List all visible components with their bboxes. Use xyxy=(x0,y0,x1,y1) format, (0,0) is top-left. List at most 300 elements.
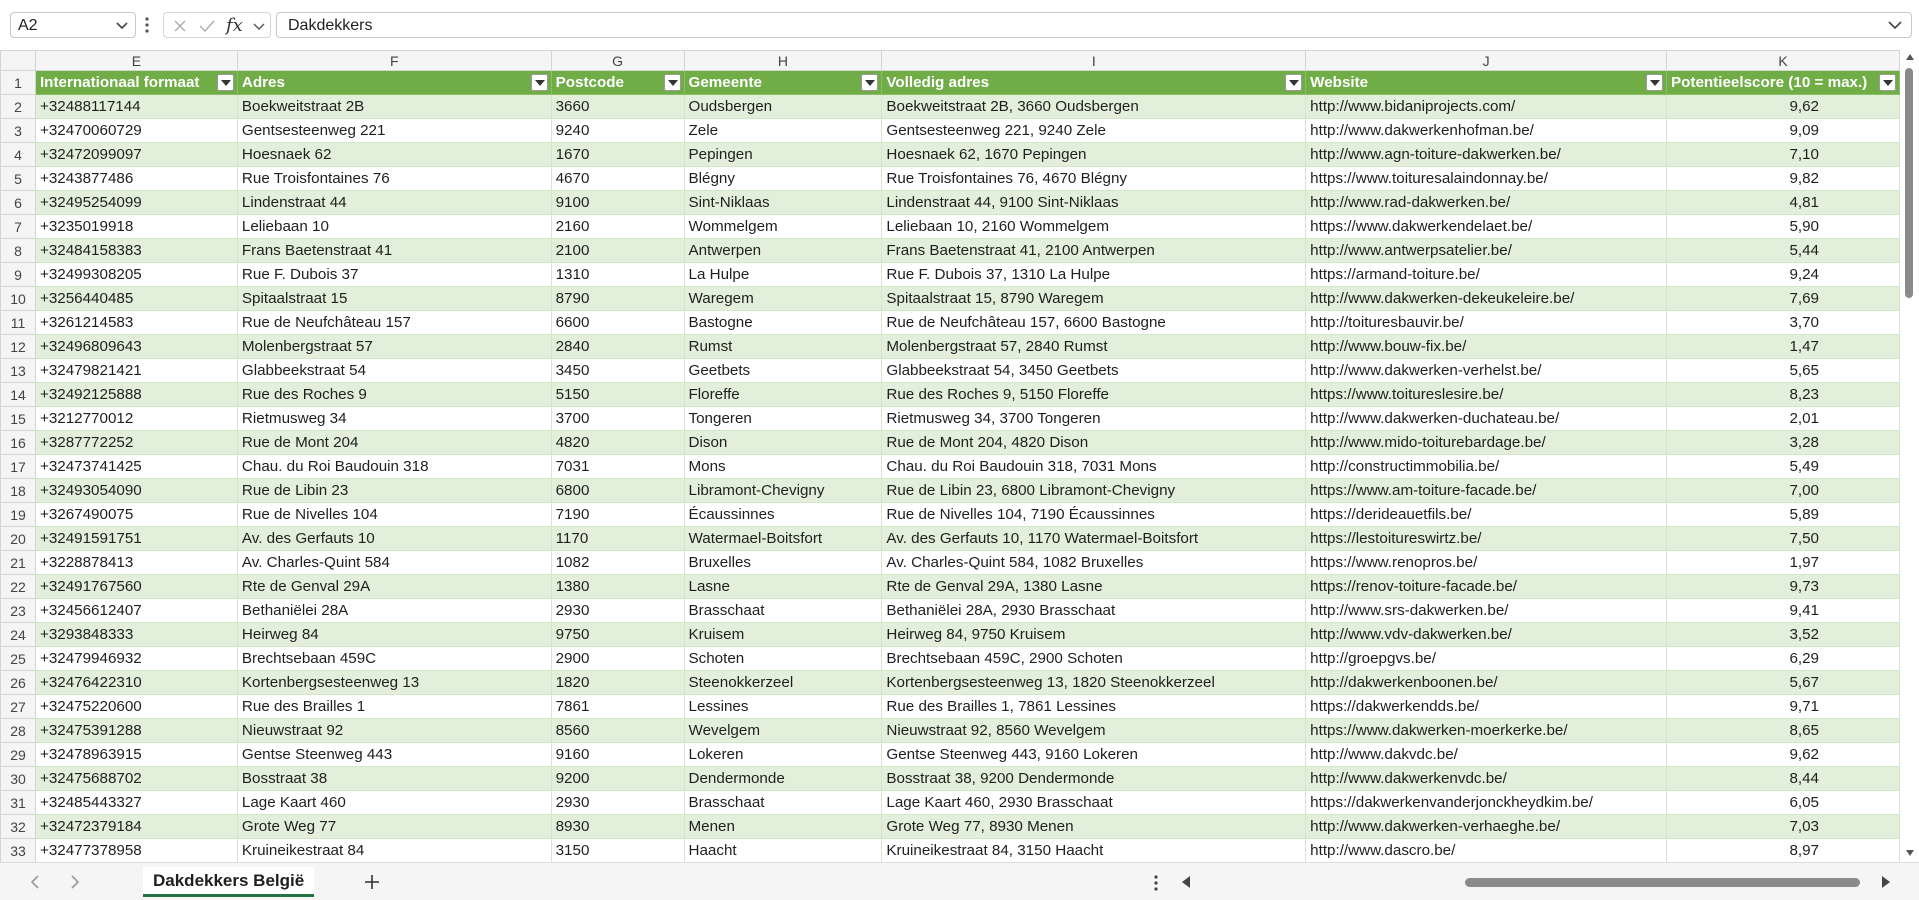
cell-k[interactable]: 9,62 xyxy=(1666,743,1899,767)
scroll-left-icon[interactable] xyxy=(1180,875,1192,889)
cell-j[interactable]: http://www.dakwerken-verhaeghe.be/ xyxy=(1306,815,1667,839)
cell-e[interactable]: +32479946932 xyxy=(35,647,237,671)
vertical-scrollbar[interactable] xyxy=(1900,50,1919,862)
cell-h[interactable]: Zele xyxy=(684,119,882,143)
cell-i[interactable]: Gentsesteenweg 221, 9240 Zele xyxy=(882,119,1306,143)
cell-g[interactable]: 2100 xyxy=(551,239,684,263)
cell-j[interactable]: http://www.bidaniprojects.com/ xyxy=(1306,95,1667,119)
cell-f[interactable]: Rue des Brailles 1 xyxy=(237,695,551,719)
cell-i[interactable]: Av. des Gerfauts 10, 1170 Watermael-Boitsfort xyxy=(882,527,1306,551)
row-number[interactable]: 17 xyxy=(1,455,36,479)
cell-g[interactable]: 2160 xyxy=(551,215,684,239)
cell-f[interactable]: Glabbeekstraat 54 xyxy=(237,359,551,383)
row-number[interactable]: 2 xyxy=(1,95,36,119)
cell-e[interactable]: +32475391288 xyxy=(35,719,237,743)
cell-g[interactable]: 1670 xyxy=(551,143,684,167)
cell-h[interactable]: La Hulpe xyxy=(684,263,882,287)
cell-g[interactable]: 4820 xyxy=(551,431,684,455)
cell-h[interactable]: Pepingen xyxy=(684,143,882,167)
cell-h[interactable]: Bastogne xyxy=(684,311,882,335)
cell-k[interactable]: 4,81 xyxy=(1666,191,1899,215)
cell-g[interactable]: 1082 xyxy=(551,551,684,575)
row-number[interactable]: 12 xyxy=(1,335,36,359)
cell-j[interactable]: https://www.toituresalaindonnay.be/ xyxy=(1306,167,1667,191)
cell-i[interactable]: Nieuwstraat 92, 8560 Wevelgem xyxy=(882,719,1306,743)
cell-f[interactable]: Rue Troisfontaines 76 xyxy=(237,167,551,191)
cell-h[interactable]: Libramont-Chevigny xyxy=(684,479,882,503)
cell-f[interactable]: Nieuwstraat 92 xyxy=(237,719,551,743)
row-number[interactable]: 20 xyxy=(1,527,36,551)
cell-j[interactable]: https://www.am-toiture-facade.be/ xyxy=(1306,479,1667,503)
cell-k[interactable]: 7,69 xyxy=(1666,287,1899,311)
cell-i[interactable]: Rue de Nivelles 104, 7190 Écaussinnes xyxy=(882,503,1306,527)
cell-e[interactable]: +32477378958 xyxy=(35,839,237,863)
cell-g[interactable]: 9160 xyxy=(551,743,684,767)
cell-e[interactable]: +32479821421 xyxy=(35,359,237,383)
cell-h[interactable]: Lasne xyxy=(684,575,882,599)
cell-f[interactable]: Rue des Roches 9 xyxy=(237,383,551,407)
cell-i[interactable]: Hoesnaek 62, 1670 Pepingen xyxy=(882,143,1306,167)
cell-k[interactable]: 7,00 xyxy=(1666,479,1899,503)
cell-e[interactable]: +32475220600 xyxy=(35,695,237,719)
row-number[interactable]: 30 xyxy=(1,767,36,791)
row-number[interactable]: 32 xyxy=(1,815,36,839)
cell-g[interactable]: 1380 xyxy=(551,575,684,599)
table-header-cell[interactable] xyxy=(882,71,1306,95)
cell-f[interactable]: Rue de Nivelles 104 xyxy=(237,503,551,527)
cell-j[interactable]: http://www.dakwerken-dekeukeleire.be/ xyxy=(1306,287,1667,311)
cell-e[interactable]: +3243877486 xyxy=(35,167,237,191)
cell-g[interactable]: 7031 xyxy=(551,455,684,479)
cell-g[interactable]: 2930 xyxy=(551,599,684,623)
column-header-g[interactable]: G xyxy=(551,51,684,71)
filter-dropdown-icon[interactable] xyxy=(217,74,234,91)
cell-h[interactable]: Wommelgem xyxy=(684,215,882,239)
more-sheets-icon[interactable] xyxy=(1152,874,1160,892)
cell-g[interactable]: 9200 xyxy=(551,767,684,791)
row-number[interactable]: 33 xyxy=(1,839,36,863)
cell-e[interactable]: +32456612407 xyxy=(35,599,237,623)
cell-j[interactable]: https://www.dakwerken-moerkerke.be/ xyxy=(1306,719,1667,743)
row-number[interactable]: 11 xyxy=(1,311,36,335)
cell-e[interactable]: +32485443327 xyxy=(35,791,237,815)
cell-k[interactable]: 5,90 xyxy=(1666,215,1899,239)
add-sheet-plus-icon[interactable] xyxy=(362,872,382,892)
row-number[interactable]: 25 xyxy=(1,647,36,671)
row-number[interactable]: 22 xyxy=(1,575,36,599)
row-number[interactable]: 5 xyxy=(1,167,36,191)
enter-check-icon[interactable] xyxy=(198,18,216,34)
row-number[interactable]: 27 xyxy=(1,695,36,719)
cell-h[interactable]: Brasschaat xyxy=(684,791,882,815)
cell-h[interactable]: Watermael-Boitsfort xyxy=(684,527,882,551)
formula-input[interactable] xyxy=(276,12,1912,38)
cell-i[interactable]: Boekweitstraat 2B, 3660 Oudsbergen xyxy=(882,95,1306,119)
cell-j[interactable]: http://www.dakwerken-verhelst.be/ xyxy=(1306,359,1667,383)
horizontal-scroll-thumb[interactable] xyxy=(1465,878,1860,887)
cell-g[interactable]: 8930 xyxy=(551,815,684,839)
cell-g[interactable]: 6600 xyxy=(551,311,684,335)
filter-dropdown-icon[interactable] xyxy=(664,74,681,91)
cell-g[interactable]: 9240 xyxy=(551,119,684,143)
cell-j[interactable]: https://derideauetfils.be/ xyxy=(1306,503,1667,527)
cell-h[interactable]: Dendermonde xyxy=(684,767,882,791)
cell-e[interactable]: +3212770012 xyxy=(35,407,237,431)
cell-j[interactable]: http://www.agn-toiture-dakwerken.be/ xyxy=(1306,143,1667,167)
cell-g[interactable]: 1820 xyxy=(551,671,684,695)
cell-k[interactable]: 1,47 xyxy=(1666,335,1899,359)
cell-j[interactable]: https://renov-toiture-facade.be/ xyxy=(1306,575,1667,599)
cell-k[interactable]: 8,44 xyxy=(1666,767,1899,791)
cell-h[interactable]: Tongeren xyxy=(684,407,882,431)
cell-e[interactable]: +32496809643 xyxy=(35,335,237,359)
cell-i[interactable]: Rue de Mont 204, 4820 Dison xyxy=(882,431,1306,455)
table-header-cell[interactable] xyxy=(551,71,684,95)
cell-j[interactable]: https://lestoitureswirtz.be/ xyxy=(1306,527,1667,551)
cell-e[interactable]: +3235019918 xyxy=(35,215,237,239)
column-header-i[interactable]: I xyxy=(882,51,1306,71)
cell-k[interactable]: 3,52 xyxy=(1666,623,1899,647)
cell-i[interactable]: Rue des Brailles 1, 7861 Lessines xyxy=(882,695,1306,719)
cell-f[interactable]: Rue de Libin 23 xyxy=(237,479,551,503)
cell-k[interactable]: 5,89 xyxy=(1666,503,1899,527)
cell-j[interactable]: http://www.bouw-fix.be/ xyxy=(1306,335,1667,359)
cell-g[interactable]: 2840 xyxy=(551,335,684,359)
cell-j[interactable]: http://toituresbauvir.be/ xyxy=(1306,311,1667,335)
row-number[interactable]: 14 xyxy=(1,383,36,407)
row-number[interactable]: 10 xyxy=(1,287,36,311)
cell-g[interactable]: 7861 xyxy=(551,695,684,719)
column-header-h[interactable]: H xyxy=(684,51,882,71)
row-number[interactable]: 19 xyxy=(1,503,36,527)
cell-k[interactable]: 8,65 xyxy=(1666,719,1899,743)
cell-f[interactable]: Gentse Steenweg 443 xyxy=(237,743,551,767)
table-header-cell[interactable] xyxy=(684,71,882,95)
name-box[interactable] xyxy=(10,12,136,38)
cell-h[interactable]: Lessines xyxy=(684,695,882,719)
select-all-corner[interactable] xyxy=(1,51,36,71)
cell-f[interactable]: Frans Baetenstraat 41 xyxy=(237,239,551,263)
cell-e[interactable]: +32493054090 xyxy=(35,479,237,503)
cell-k[interactable]: 7,03 xyxy=(1666,815,1899,839)
cell-j[interactable]: http://constructimmobilia.be/ xyxy=(1306,455,1667,479)
cell-j[interactable]: http://www.dakwerkenhofman.be/ xyxy=(1306,119,1667,143)
cell-h[interactable]: Menen xyxy=(684,815,882,839)
cell-k[interactable]: 9,82 xyxy=(1666,167,1899,191)
cell-i[interactable]: Kruineikestraat 84, 3150 Haacht xyxy=(882,839,1306,863)
cancel-x-icon[interactable] xyxy=(172,18,188,34)
cell-k[interactable]: 3,28 xyxy=(1666,431,1899,455)
cell-e[interactable]: +32488117144 xyxy=(35,95,237,119)
cell-k[interactable]: 7,10 xyxy=(1666,143,1899,167)
table-header-cell[interactable] xyxy=(1306,71,1667,95)
cell-g[interactable]: 9100 xyxy=(551,191,684,215)
cell-i[interactable]: Lindenstraat 44, 9100 Sint-Niklaas xyxy=(882,191,1306,215)
cell-i[interactable]: Gentse Steenweg 443, 9160 Lokeren xyxy=(882,743,1306,767)
filter-dropdown-icon[interactable] xyxy=(1646,74,1663,91)
cell-e[interactable]: +3267490075 xyxy=(35,503,237,527)
cell-g[interactable]: 5150 xyxy=(551,383,684,407)
cell-f[interactable]: Rue de Mont 204 xyxy=(237,431,551,455)
cell-i[interactable]: Brechtsebaan 459C, 2900 Schoten xyxy=(882,647,1306,671)
cell-i[interactable]: Frans Baetenstraat 41, 2100 Antwerpen xyxy=(882,239,1306,263)
cell-i[interactable]: Rue de Libin 23, 6800 Libramont-Chevigny xyxy=(882,479,1306,503)
cell-g[interactable]: 2900 xyxy=(551,647,684,671)
column-header-e[interactable]: E xyxy=(35,51,237,71)
cell-i[interactable]: Av. Charles-Quint 584, 1082 Bruxelles xyxy=(882,551,1306,575)
cell-i[interactable]: Rue F. Dubois 37, 1310 La Hulpe xyxy=(882,263,1306,287)
cell-h[interactable]: Mons xyxy=(684,455,882,479)
cell-h[interactable]: Blégny xyxy=(684,167,882,191)
cell-k[interactable]: 1,97 xyxy=(1666,551,1899,575)
cell-k[interactable]: 9,24 xyxy=(1666,263,1899,287)
cell-k[interactable]: 9,71 xyxy=(1666,695,1899,719)
cell-e[interactable]: +3256440485 xyxy=(35,287,237,311)
scroll-right-icon[interactable] xyxy=(1880,875,1892,889)
cell-h[interactable]: Wevelgem xyxy=(684,719,882,743)
cell-f[interactable]: Boekweitstraat 2B xyxy=(237,95,551,119)
cell-f[interactable]: Gentsesteenweg 221 xyxy=(237,119,551,143)
sheet-tab-active[interactable]: Dakdekkers België xyxy=(143,867,314,897)
cell-f[interactable]: Molenbergstraat 57 xyxy=(237,335,551,359)
row-number[interactable]: 3 xyxy=(1,119,36,143)
cell-k[interactable]: 9,41 xyxy=(1666,599,1899,623)
table-header-cell[interactable] xyxy=(1666,71,1899,95)
cell-i[interactable]: Lage Kaart 460, 2930 Brasschaat xyxy=(882,791,1306,815)
cell-e[interactable]: +32491591751 xyxy=(35,527,237,551)
cell-i[interactable]: Glabbeekstraat 54, 3450 Geetbets xyxy=(882,359,1306,383)
cell-j[interactable]: http://www.dakvdc.be/ xyxy=(1306,743,1667,767)
cell-g[interactable]: 1310 xyxy=(551,263,684,287)
column-header-f[interactable]: F xyxy=(237,51,551,71)
cell-k[interactable]: 7,50 xyxy=(1666,527,1899,551)
more-options-icon[interactable] xyxy=(143,13,151,37)
cell-j[interactable]: https://dakwerkenvanderjonckheydkim.be/ xyxy=(1306,791,1667,815)
filter-dropdown-icon[interactable] xyxy=(861,74,878,91)
cell-i[interactable]: Rue des Roches 9, 5150 Floreffe xyxy=(882,383,1306,407)
cell-e[interactable]: +32478963915 xyxy=(35,743,237,767)
cell-i[interactable]: Bosstraat 38, 9200 Dendermonde xyxy=(882,767,1306,791)
cell-i[interactable]: Rue de Neufchâteau 157, 6600 Bastogne xyxy=(882,311,1306,335)
cell-i[interactable]: Grote Weg 77, 8930 Menen xyxy=(882,815,1306,839)
cell-j[interactable]: http://www.dascro.be/ xyxy=(1306,839,1667,863)
cell-e[interactable]: +32492125888 xyxy=(35,383,237,407)
cell-f[interactable]: Chau. du Roi Baudouin 318 xyxy=(237,455,551,479)
cell-h[interactable]: Oudsbergen xyxy=(684,95,882,119)
row-number[interactable]: 7 xyxy=(1,215,36,239)
cell-j[interactable]: http://www.dakwerkenvdc.be/ xyxy=(1306,767,1667,791)
filter-dropdown-icon[interactable] xyxy=(531,74,548,91)
cell-e[interactable]: +32499308205 xyxy=(35,263,237,287)
row-number[interactable]: 18 xyxy=(1,479,36,503)
cell-i[interactable]: Bethaniëlei 28A, 2930 Brasschaat xyxy=(882,599,1306,623)
cell-g[interactable]: 8560 xyxy=(551,719,684,743)
cell-e[interactable]: +32491767560 xyxy=(35,575,237,599)
table-header-cell[interactable] xyxy=(237,71,551,95)
cell-j[interactable]: http://groepgvs.be/ xyxy=(1306,647,1667,671)
row-number[interactable]: 26 xyxy=(1,671,36,695)
cell-k[interactable]: 2,01 xyxy=(1666,407,1899,431)
cell-k[interactable]: 5,44 xyxy=(1666,239,1899,263)
cell-k[interactable]: 5,49 xyxy=(1666,455,1899,479)
table-header-cell[interactable] xyxy=(35,71,237,95)
cell-e[interactable]: +32473741425 xyxy=(35,455,237,479)
chevron-down-icon[interactable] xyxy=(115,17,129,33)
cell-j[interactable]: https://www.dakwerkendelaet.be/ xyxy=(1306,215,1667,239)
cell-e[interactable]: +32472099097 xyxy=(35,143,237,167)
cell-k[interactable]: 5,65 xyxy=(1666,359,1899,383)
chevron-down-icon[interactable] xyxy=(252,19,266,33)
cell-h[interactable]: Lokeren xyxy=(684,743,882,767)
cell-g[interactable]: 3150 xyxy=(551,839,684,863)
cell-e[interactable]: +32475688702 xyxy=(35,767,237,791)
cell-f[interactable]: Grote Weg 77 xyxy=(237,815,551,839)
column-header-j[interactable]: J xyxy=(1306,51,1667,71)
cell-h[interactable]: Waregem xyxy=(684,287,882,311)
cell-e[interactable]: +32484158383 xyxy=(35,239,237,263)
cell-g[interactable]: 7190 xyxy=(551,503,684,527)
scroll-down-icon[interactable] xyxy=(1905,848,1915,858)
cell-j[interactable]: http://www.srs-dakwerken.be/ xyxy=(1306,599,1667,623)
column-header-k[interactable]: K xyxy=(1666,51,1899,71)
cell-e[interactable]: +3287772252 xyxy=(35,431,237,455)
previous-sheet-icon[interactable] xyxy=(28,874,42,890)
cell-k[interactable]: 3,70 xyxy=(1666,311,1899,335)
cell-e[interactable]: +3228878413 xyxy=(35,551,237,575)
row-number[interactable]: 29 xyxy=(1,743,36,767)
cell-j[interactable]: https://www.toitureslesire.be/ xyxy=(1306,383,1667,407)
row-number[interactable]: 23 xyxy=(1,599,36,623)
cell-h[interactable]: Haacht xyxy=(684,839,882,863)
cell-j[interactable]: http://www.antwerpsatelier.be/ xyxy=(1306,239,1667,263)
row-number[interactable]: 13 xyxy=(1,359,36,383)
cell-f[interactable]: Kortenbergsesteenweg 13 xyxy=(237,671,551,695)
cell-e[interactable]: +32495254099 xyxy=(35,191,237,215)
row-number[interactable]: 24 xyxy=(1,623,36,647)
cell-h[interactable]: Antwerpen xyxy=(684,239,882,263)
cell-j[interactable]: http://dakwerkenboonen.be/ xyxy=(1306,671,1667,695)
filter-dropdown-icon[interactable] xyxy=(1285,74,1302,91)
cell-i[interactable]: Rue Troisfontaines 76, 4670 Blégny xyxy=(882,167,1306,191)
cell-f[interactable]: Rte de Genval 29A xyxy=(237,575,551,599)
cell-j[interactable]: https://www.renopros.be/ xyxy=(1306,551,1667,575)
cell-i[interactable]: Rietmusweg 34, 3700 Tongeren xyxy=(882,407,1306,431)
cell-h[interactable]: Dison xyxy=(684,431,882,455)
cell-j[interactable]: http://www.rad-dakwerken.be/ xyxy=(1306,191,1667,215)
cell-f[interactable]: Av. des Gerfauts 10 xyxy=(237,527,551,551)
row-number[interactable]: 9 xyxy=(1,263,36,287)
expand-formula-bar-icon[interactable] xyxy=(1887,17,1903,33)
cell-f[interactable]: Rietmusweg 34 xyxy=(237,407,551,431)
worksheet-grid[interactable] xyxy=(0,50,1900,862)
cell-i[interactable]: Spitaalstraat 15, 8790 Waregem xyxy=(882,287,1306,311)
cell-h[interactable]: Brasschaat xyxy=(684,599,882,623)
cell-k[interactable]: 6,29 xyxy=(1666,647,1899,671)
row-number[interactable]: 21 xyxy=(1,551,36,575)
next-sheet-icon[interactable] xyxy=(68,874,82,890)
cell-g[interactable]: 8790 xyxy=(551,287,684,311)
row-number[interactable]: 31 xyxy=(1,791,36,815)
scroll-up-icon[interactable] xyxy=(1905,52,1915,62)
cell-h[interactable]: Rumst xyxy=(684,335,882,359)
cell-e[interactable]: +32476422310 xyxy=(35,671,237,695)
cell-h[interactable]: Floreffe xyxy=(684,383,882,407)
cell-h[interactable]: Schoten xyxy=(684,647,882,671)
vertical-scroll-thumb[interactable] xyxy=(1905,68,1913,298)
cell-i[interactable]: Rte de Genval 29A, 1380 Lasne xyxy=(882,575,1306,599)
cell-g[interactable]: 1170 xyxy=(551,527,684,551)
cell-e[interactable]: +32470060729 xyxy=(35,119,237,143)
row-number[interactable]: 15 xyxy=(1,407,36,431)
cell-f[interactable]: Av. Charles-Quint 584 xyxy=(237,551,551,575)
cell-j[interactable]: http://www.dakwerken-duchateau.be/ xyxy=(1306,407,1667,431)
cell-f[interactable]: Leliebaan 10 xyxy=(237,215,551,239)
cell-j[interactable]: https://dakwerkendds.be/ xyxy=(1306,695,1667,719)
cell-h[interactable]: Sint-Niklaas xyxy=(684,191,882,215)
cell-f[interactable]: Rue F. Dubois 37 xyxy=(237,263,551,287)
cell-j[interactable]: http://www.vdv-dakwerken.be/ xyxy=(1306,623,1667,647)
insert-function-icon[interactable]: fx xyxy=(226,15,243,36)
cell-f[interactable]: Bethaniëlei 28A xyxy=(237,599,551,623)
cell-k[interactable]: 9,09 xyxy=(1666,119,1899,143)
cell-i[interactable]: Heirweg 84, 9750 Kruisem xyxy=(882,623,1306,647)
cell-i[interactable]: Chau. du Roi Baudouin 318, 7031 Mons xyxy=(882,455,1306,479)
cell-h[interactable]: Kruisem xyxy=(684,623,882,647)
row-number[interactable]: 8 xyxy=(1,239,36,263)
cell-k[interactable]: 8,97 xyxy=(1666,839,1899,863)
cell-f[interactable]: Spitaalstraat 15 xyxy=(237,287,551,311)
cell-f[interactable]: Rue de Neufchâteau 157 xyxy=(237,311,551,335)
cell-k[interactable]: 9,73 xyxy=(1666,575,1899,599)
cell-g[interactable]: 3450 xyxy=(551,359,684,383)
cell-k[interactable]: 6,05 xyxy=(1666,791,1899,815)
cell-e[interactable]: +32472379184 xyxy=(35,815,237,839)
cell-g[interactable]: 9750 xyxy=(551,623,684,647)
cell-h[interactable]: Bruxelles xyxy=(684,551,882,575)
cell-k[interactable]: 8,23 xyxy=(1666,383,1899,407)
cell-i[interactable]: Molenbergstraat 57, 2840 Rumst xyxy=(882,335,1306,359)
cell-k[interactable]: 9,62 xyxy=(1666,95,1899,119)
cell-h[interactable]: Geetbets xyxy=(684,359,882,383)
cell-f[interactable]: Hoesnaek 62 xyxy=(237,143,551,167)
cell-g[interactable]: 6800 xyxy=(551,479,684,503)
filter-dropdown-icon[interactable] xyxy=(1879,74,1896,91)
cell-e[interactable]: +3261214583 xyxy=(35,311,237,335)
cell-g[interactable]: 3700 xyxy=(551,407,684,431)
row-number[interactable]: 16 xyxy=(1,431,36,455)
cell-j[interactable]: http://www.mido-toiturebardage.be/ xyxy=(1306,431,1667,455)
cell-g[interactable]: 3660 xyxy=(551,95,684,119)
cell-f[interactable]: Kruineikestraat 84 xyxy=(237,839,551,863)
cell-e[interactable]: +3293848333 xyxy=(35,623,237,647)
row-number[interactable]: 6 xyxy=(1,191,36,215)
cell-k[interactable]: 5,67 xyxy=(1666,671,1899,695)
cell-i[interactable]: Kortenbergsesteenweg 13, 1820 Steenokkerzeel xyxy=(882,671,1306,695)
row-number[interactable]: 4 xyxy=(1,143,36,167)
cell-f[interactable]: Bosstraat 38 xyxy=(237,767,551,791)
cell-h[interactable]: Steenokkerzeel xyxy=(684,671,882,695)
cell-g[interactable]: 4670 xyxy=(551,167,684,191)
cell-f[interactable]: Brechtsebaan 459C xyxy=(237,647,551,671)
cell-h[interactable]: Écaussinnes xyxy=(684,503,882,527)
cell-j[interactable]: https://armand-toiture.be/ xyxy=(1306,263,1667,287)
cell-f[interactable]: Heirweg 84 xyxy=(237,623,551,647)
cell-g[interactable]: 2930 xyxy=(551,791,684,815)
row-number[interactable]: 28 xyxy=(1,719,36,743)
cell-f[interactable]: Lage Kaart 460 xyxy=(237,791,551,815)
cell-i[interactable]: Leliebaan 10, 2160 Wommelgem xyxy=(882,215,1306,239)
cell-f[interactable]: Lindenstraat 44 xyxy=(237,191,551,215)
